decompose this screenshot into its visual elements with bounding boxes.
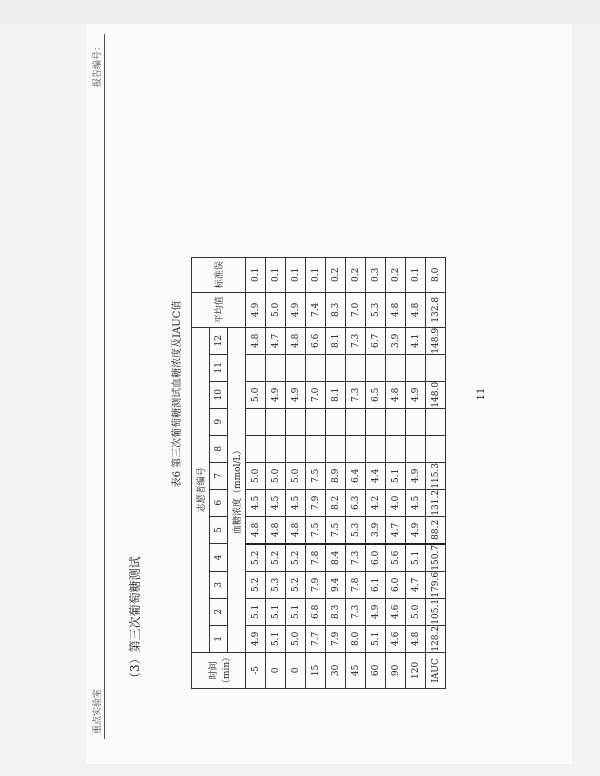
subject-number: 2 — [210, 598, 228, 625]
value-cell: 7.8 — [306, 544, 326, 572]
value-cell — [386, 408, 406, 435]
value-cell: 3.9 — [386, 327, 406, 354]
value-cell: 7.3 — [346, 381, 366, 408]
value-cell — [346, 435, 366, 462]
value-cell: 4.8 — [286, 327, 306, 354]
iauc-cell — [426, 354, 446, 381]
value-cell — [266, 354, 286, 381]
value-cell: 6.0 — [366, 544, 386, 572]
value-cell: 4.9 — [286, 381, 306, 408]
value-cell: 4.9 — [406, 516, 426, 544]
value-cell: 7.9 — [306, 489, 326, 516]
value-cell — [366, 435, 386, 462]
std-error-cell: 0.3 — [366, 257, 386, 292]
value-cell — [386, 354, 406, 381]
value-cell: 5.2 — [266, 544, 286, 572]
value-cell: 8.1 — [326, 381, 346, 408]
value-cell — [306, 435, 326, 462]
section-title: （3）第三次葡萄糖测试 — [128, 556, 142, 684]
value-cell — [366, 354, 386, 381]
subject-number: 4 — [210, 544, 228, 572]
time-cell: 60 — [366, 652, 386, 688]
value-cell: 5.0 — [406, 598, 426, 625]
value-cell: 4.8 — [286, 516, 306, 544]
value-cell — [406, 354, 426, 381]
value-cell — [326, 435, 346, 462]
value-cell: 8.3 — [326, 598, 346, 625]
value-cell: 8.1 — [326, 327, 346, 354]
value-cell — [246, 435, 266, 462]
value-cell: 4.5 — [246, 489, 266, 516]
glucose-table — [191, 257, 446, 689]
subject-number: 10 — [210, 381, 228, 408]
value-cell: 6.5 — [366, 381, 386, 408]
value-cell: 7.9 — [326, 625, 346, 652]
std-error-cell: 0.1 — [306, 257, 326, 292]
average-cell: 5.3 — [366, 292, 386, 327]
value-cell: 4.9 — [406, 381, 426, 408]
value-cell: 4.7 — [386, 516, 406, 544]
value-cell: 7.5 — [326, 516, 346, 544]
subject-number: 9 — [210, 408, 228, 435]
value-cell: 4.6 — [386, 598, 406, 625]
average-cell: 4.8 — [386, 292, 406, 327]
subject-number: 1 — [210, 625, 228, 652]
iauc-row — [426, 257, 446, 688]
value-cell: 5.1 — [266, 625, 286, 652]
document-page — [86, 24, 572, 764]
std-error-cell: 0.1 — [286, 257, 306, 292]
std-error-cell: 0.2 — [386, 257, 406, 292]
table-row — [326, 257, 346, 688]
value-cell: 8.2 — [326, 489, 346, 516]
average-header: 平均值 — [192, 292, 246, 327]
value-cell: 4.9 — [366, 598, 386, 625]
value-cell: 7.5 — [306, 462, 326, 489]
value-cell: 7.3 — [346, 598, 366, 625]
value-cell: 6.1 — [366, 571, 386, 598]
value-cell: 4.8 — [246, 516, 266, 544]
value-cell: 5.1 — [406, 544, 426, 572]
time-cell: 45 — [346, 652, 366, 688]
value-cell: 4.5 — [406, 489, 426, 516]
value-cell: 6.4 — [346, 462, 366, 489]
average-cell: 8.3 — [326, 292, 346, 327]
value-cell: 5.2 — [246, 544, 266, 572]
scan-margin — [0, 0, 600, 24]
value-cell — [366, 408, 386, 435]
value-cell — [266, 435, 286, 462]
value-cell: 8.0 — [346, 625, 366, 652]
subject-number: 12 — [210, 327, 228, 354]
iauc-label: IAUC — [426, 652, 446, 688]
subject-number: 7 — [210, 462, 228, 489]
header-rule — [104, 34, 105, 739]
rotated-content — [86, 24, 572, 764]
time-cell: 15 — [306, 652, 326, 688]
time-header-label: 时间 — [208, 661, 219, 680]
time-cell: -5 — [246, 652, 266, 688]
subject-number: 6 — [210, 489, 228, 516]
unit-header: 血糖浓度（mmol/L） — [228, 327, 246, 652]
iauc-std-error: 8.0 — [426, 257, 446, 292]
table-caption: 表6 第三次葡萄糖测试血糖浓度及IAUC值 — [172, 300, 183, 488]
value-cell: 4.1 — [406, 327, 426, 354]
header-lab-name: 重点实验室 — [93, 688, 103, 734]
time-cell: 0 — [266, 652, 286, 688]
value-cell — [266, 408, 286, 435]
value-cell — [326, 354, 346, 381]
value-cell — [306, 408, 326, 435]
value-cell — [306, 354, 326, 381]
subject-number: 3 — [210, 571, 228, 598]
value-cell: 6.6 — [306, 327, 326, 354]
iauc-cell: 105.1 — [426, 598, 446, 625]
iauc-cell: 179.6 — [426, 571, 446, 598]
value-cell: 5.0 — [246, 381, 266, 408]
value-cell: 5.0 — [286, 462, 306, 489]
value-cell: 5.2 — [286, 571, 306, 598]
table-row — [266, 257, 286, 688]
value-cell: 4.8 — [386, 381, 406, 408]
value-cell — [286, 354, 306, 381]
std-error-cell: 0.2 — [326, 257, 346, 292]
value-cell: 5.1 — [246, 598, 266, 625]
value-cell — [406, 408, 426, 435]
average-cell: 4.9 — [286, 292, 306, 327]
time-cell: 90 — [386, 652, 406, 688]
header-report-number: 报告编号： — [93, 42, 103, 88]
subject-number: 11 — [210, 354, 228, 381]
value-cell: 3.9 — [366, 516, 386, 544]
value-cell: 5.0 — [286, 625, 306, 652]
value-cell: 4.8 — [266, 516, 286, 544]
iauc-cell: 131.2 — [426, 489, 446, 516]
value-cell: 7.7 — [306, 625, 326, 652]
value-cell: 5.6 — [386, 544, 406, 572]
std-error-cell: 0.1 — [266, 257, 286, 292]
value-cell — [246, 408, 266, 435]
time-header-unit: （min） — [221, 652, 232, 688]
value-cell — [246, 354, 266, 381]
subject-group-header: 志愿者编号 — [192, 327, 210, 652]
time-cell: 0 — [286, 652, 306, 688]
value-cell: 5.1 — [386, 462, 406, 489]
value-cell: 7.9 — [306, 571, 326, 598]
std-error-header: 标准误 — [192, 257, 246, 292]
value-cell: 4.2 — [366, 489, 386, 516]
std-error-cell: 0.1 — [246, 257, 266, 292]
value-cell: 6.3 — [346, 489, 366, 516]
value-cell: 7.5 — [306, 516, 326, 544]
table-row — [346, 257, 366, 688]
average-cell: 4.8 — [406, 292, 426, 327]
average-cell: 7.4 — [306, 292, 326, 327]
table-row — [286, 257, 306, 688]
value-cell — [326, 408, 346, 435]
value-cell — [406, 435, 426, 462]
time-cell: 30 — [326, 652, 346, 688]
value-cell: 4.7 — [406, 571, 426, 598]
value-cell: 7.0 — [306, 381, 326, 408]
iauc-cell: 88.2 — [426, 516, 446, 544]
value-cell: 4.8 — [246, 327, 266, 354]
time-cell: 120 — [406, 652, 426, 688]
subject-number: 8 — [210, 435, 228, 462]
value-cell: 5.1 — [286, 598, 306, 625]
value-cell: 6.7 — [366, 327, 386, 354]
table-row — [306, 257, 326, 688]
time-header — [192, 652, 246, 688]
value-cell: 5.2 — [286, 544, 306, 572]
value-cell: 7.8 — [346, 571, 366, 598]
iauc-cell — [426, 408, 446, 435]
value-cell: 6.8 — [306, 598, 326, 625]
value-cell: 4.5 — [266, 489, 286, 516]
value-cell: 4.7 — [266, 327, 286, 354]
value-cell: 5.1 — [266, 598, 286, 625]
value-cell: 5.0 — [246, 462, 266, 489]
value-cell — [346, 354, 366, 381]
value-cell: 4.0 — [386, 489, 406, 516]
iauc-cell: 148.0 — [426, 381, 446, 408]
value-cell: 4.6 — [386, 625, 406, 652]
value-cell: 8.4 — [326, 544, 346, 572]
average-cell: 7.0 — [346, 292, 366, 327]
value-cell: 7.3 — [346, 544, 366, 572]
std-error-cell: 0.2 — [346, 257, 366, 292]
iauc-cell — [426, 435, 446, 462]
subject-number: 5 — [210, 516, 228, 544]
std-error-cell: 0.1 — [406, 257, 426, 292]
value-cell: 4.9 — [266, 381, 286, 408]
iauc-cell: 150.7 — [426, 544, 446, 572]
value-cell: 8.9 — [326, 462, 346, 489]
iauc-cell: 128.2 — [426, 625, 446, 652]
value-cell — [286, 435, 306, 462]
value-cell: 6.0 — [386, 571, 406, 598]
value-cell: 7.3 — [346, 327, 366, 354]
value-cell: 4.8 — [406, 625, 426, 652]
value-cell: 5.3 — [266, 571, 286, 598]
table-row — [386, 257, 406, 688]
page-number: 11 — [476, 387, 487, 401]
table-row — [246, 257, 266, 688]
iauc-average: 132.8 — [426, 292, 446, 327]
table-row — [406, 257, 426, 688]
table-row — [366, 257, 386, 688]
average-cell: 4.9 — [246, 292, 266, 327]
iauc-cell: 115.3 — [426, 462, 446, 489]
value-cell: 4.9 — [246, 625, 266, 652]
value-cell: 5.0 — [266, 462, 286, 489]
value-cell: 4.9 — [406, 462, 426, 489]
value-cell: 9.4 — [326, 571, 346, 598]
value-cell: 5.1 — [366, 625, 386, 652]
value-cell: 5.2 — [246, 571, 266, 598]
value-cell: 5.3 — [346, 516, 366, 544]
iauc-cell: 148.9 — [426, 327, 446, 354]
average-cell: 5.0 — [266, 292, 286, 327]
value-cell — [386, 435, 406, 462]
value-cell — [346, 408, 366, 435]
value-cell: 4.4 — [366, 462, 386, 489]
value-cell — [286, 408, 306, 435]
value-cell: 4.5 — [286, 489, 306, 516]
